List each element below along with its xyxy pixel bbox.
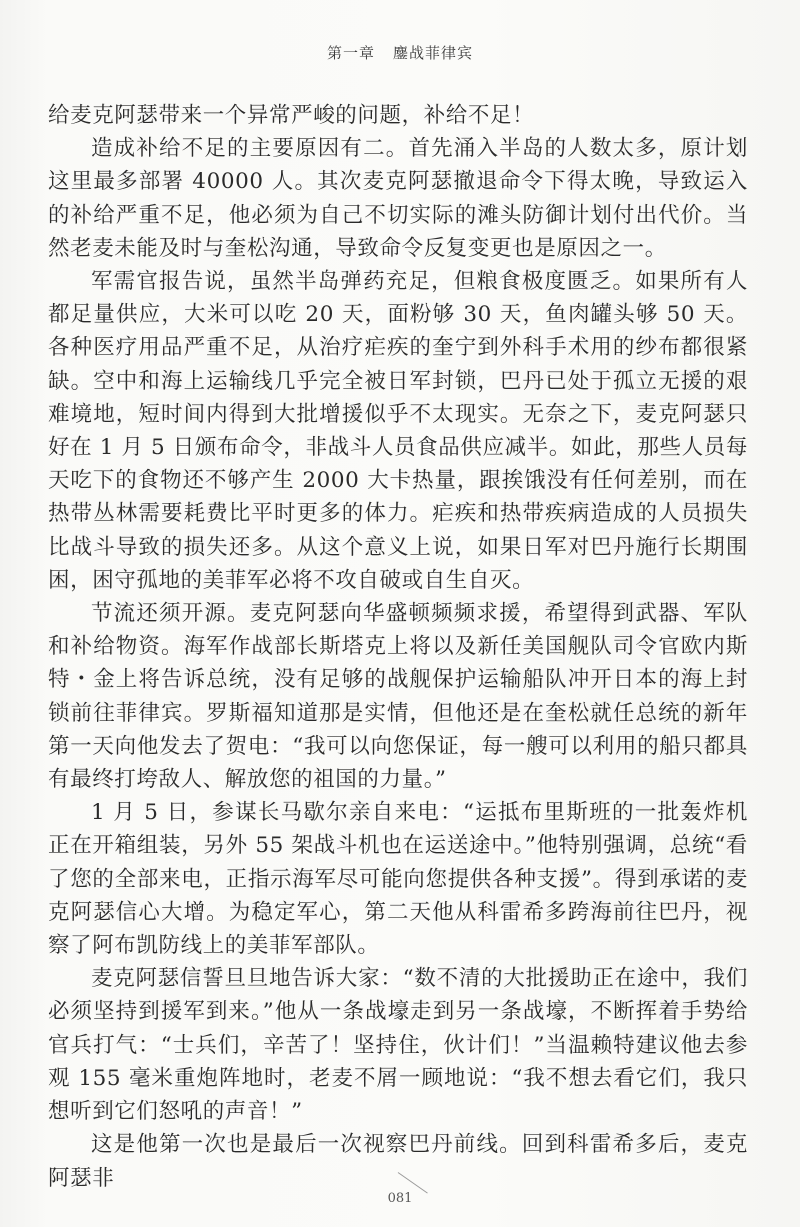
body-text (48, 99, 748, 1195)
paragraph-continuation: 给麦克阿瑟带来一个异常严峻的问题，补给不足！ (48, 103, 535, 128)
paragraph-requests-washington: 节流还须开源。麦克阿瑟向华盛顿频频求援，希望得到武器、军队和补给物资。海军作战部长斯塔克上将以及新任美国舰队司令官欧内斯特・金上将告诉总统，没有足够的战舰保护运输船队冲开日本的海上封锁前往菲律宾。罗斯福知道那是实情，但他还是在奎松就任总统的新年第一天向他发去了贺电：“我可以向您保证，每一艘可以利用的船只都具有最终打垮敌人、解放您的祖国的力量。” (48, 601, 748, 793)
paragraph-supply-causes: 造成补给不足的主要原因有二。首先涌入半岛的人数太多，原计划这里最多部署 40000 人。其次麦克阿瑟撤退命令下得太晚，导致运入的补给严重不足，他必须为自己不切实际的滩头防御计划付出代价。当然老麦未能及时与奎松沟通，导致命令反复变更也是原因之一。 (48, 136, 748, 261)
paragraph-last-visit: 这是他第一次也是最后一次视察巴丹前线。回到科雷希多后，麦克阿瑟非 (48, 1132, 748, 1191)
chapter-number: 第一章 (326, 44, 375, 62)
paragraph-inspection-speech: 麦克阿瑟信誓旦旦地告诉大家：“数不清的大批援助正在途中，我们必须坚持到援军到来。”他从一条战壕走到另一条战壕，不断挥着手势给官兵打气：“士兵们，辛苦了！坚持住，伙计们！”当温赖特建议他去参观 155 毫米重炮阵地时，老麦不屑一顾地说：“我不想去看它们，我只想听到它们怒吼的声音！” (48, 966, 748, 1125)
paragraph-quartermaster-report: 军需官报告说，虽然半岛弹药充足，但粮食极度匮乏。如果所有人都足量供应，大米可以吃 20 天，面粉够 30 天，鱼肉罐头够 50 天。各种医疗用品严重不足，从治疗疟疾的奎宁到外科手术用的纱布都很紧缺。空中和海上运输线几乎完全被日军封锁，巴丹已处于孤立无援的艰难境地，短时间内得到大批增援似乎不太现实。无奈之下，麦克阿瑟只好在 1 月 5 日颁布命令，非战斗人员食品供应减半。如此，那些人员每天吃下的食物还不够产生 2000 大卡热量，跟挨饿没有任何差别，而在热带丛林需要耗费比平时更多的体力。疟疾和热带疾病造成的人员损失比战斗导致的损失还多。从这个意义上说，如果日军对巴丹施行长期围困，困守孤地的美菲军必将不攻自破或自生自灭。 (48, 269, 748, 593)
paragraph-marshall-telegram: 1 月 5 日，参谋长马歇尔亲自来电：“运抵布里斯班的一批轰炸机正在开箱组装，另外 55 架战斗机也在运送途中。”他特别强调，总统“看了您的全部来电，正指示海军尽可能向您提供各种支援”。得到承诺的麦克阿瑟信心大增。为稳定军心，第二天他从科雷希多跨海前往巴丹，视察了阿布凯防线上的美菲军部队。 (48, 800, 748, 959)
running-head (0, 42, 800, 63)
page-number: 081 (387, 1191, 413, 1206)
chapter-title: 鏖战菲律宾 (393, 44, 474, 62)
